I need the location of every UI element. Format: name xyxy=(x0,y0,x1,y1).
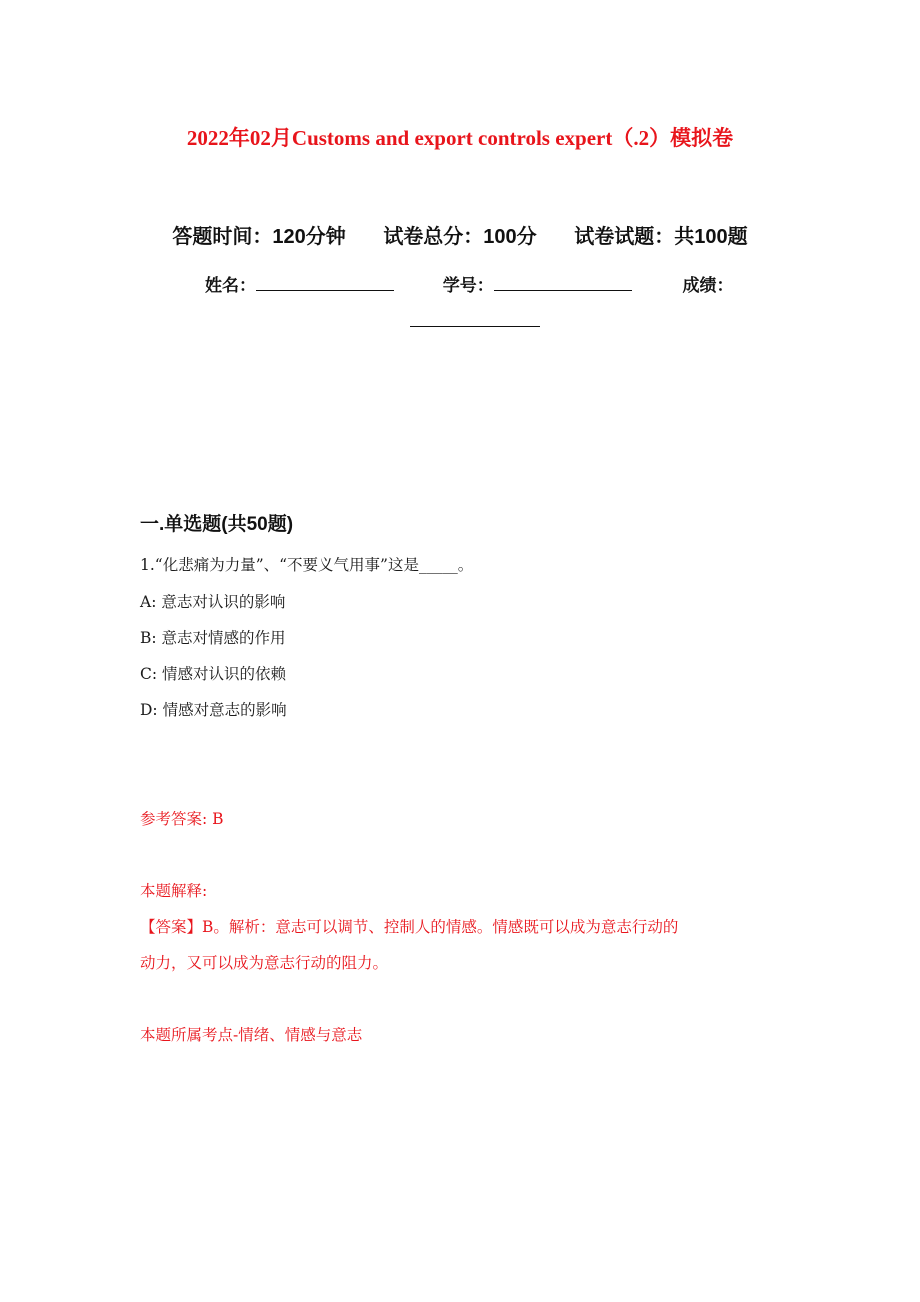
student-id-label: 学号： xyxy=(442,276,494,295)
explanation-line-1: 【答案】B。解析：意志可以调节、控制人的情感。情感既可以成为意志行动的 xyxy=(140,918,679,936)
option-a: A: 意志对认识的影响 xyxy=(140,593,286,611)
reference-answer: 参考答案: B xyxy=(140,810,224,828)
student-info-fields xyxy=(205,271,733,296)
knowledge-point: 本题所属考点-情绪、情感与意志 xyxy=(140,1026,363,1044)
exam-total-score: 试卷总分：100分 xyxy=(383,226,537,248)
question-stem: 1.“化悲痛为力量”、“不要义气用事”这是_____。 xyxy=(140,556,474,574)
score-blank[interactable] xyxy=(410,326,540,327)
explanation-line-2: 动力，又可以成为意志行动的阻力。 xyxy=(140,954,389,972)
exam-time: 答题时间：120分钟 xyxy=(172,226,346,248)
explanation-label: 本题解释: xyxy=(140,882,208,900)
exam-meta xyxy=(0,220,920,249)
score-field xyxy=(682,271,733,296)
name-field xyxy=(205,271,394,296)
exam-title: 2022年02月Customs and export controls expert（.2）模拟卷 xyxy=(186,126,734,150)
option-d: D: 情感对意志的影响 xyxy=(140,701,287,719)
name-label: 姓名： xyxy=(205,276,256,295)
exam-total-questions: 试卷试题：共100题 xyxy=(574,226,748,248)
student-id-field xyxy=(443,271,632,296)
option-b: B: 意志对情感的作用 xyxy=(140,629,286,647)
score-label: 成绩： xyxy=(682,276,734,295)
section-title: 一.单选题(共50题) xyxy=(140,514,294,535)
name-blank[interactable] xyxy=(256,276,394,291)
student-id-blank[interactable] xyxy=(494,276,632,291)
option-c: C: 情感对认识的依赖 xyxy=(140,665,287,683)
